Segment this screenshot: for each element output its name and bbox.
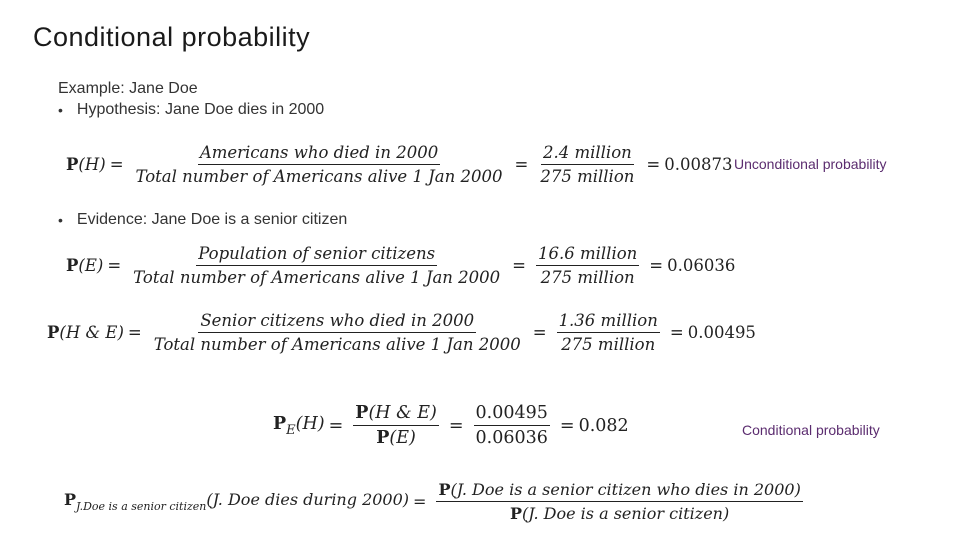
fraction-numerator: 2.4 million: [541, 143, 634, 165]
prob-symbol: P: [438, 480, 451, 499]
hypothesis-bullet: [58, 101, 324, 119]
result-value: 0.00495: [687, 323, 756, 342]
eq-arg: (H): [78, 155, 106, 174]
condition-subscript: J.Doe is a senior citizen: [76, 500, 207, 513]
equals-sign: =: [532, 323, 547, 342]
fraction-values: [557, 311, 660, 354]
fraction-denominator: 0.06036: [475, 428, 548, 448]
fraction-denominator: Total number of Americans alive 1 Jan 2000: [135, 167, 503, 186]
eq-arg: (J. Doe dies during 2000): [206, 490, 410, 509]
eq-arg: (H & E): [59, 323, 124, 342]
equals-sign: =: [127, 323, 142, 342]
equation-conditional: [273, 403, 629, 448]
eq-arg: (E): [78, 256, 104, 275]
equals-sign: =: [646, 155, 661, 174]
fraction-definition: [131, 244, 502, 287]
eq-arg: (J. Doe is a senior citizen): [522, 504, 730, 523]
unconditional-label: Unconditional probability: [734, 156, 887, 172]
fraction-numerator: 1.36 million: [557, 311, 660, 333]
equals-sign: =: [512, 256, 526, 275]
bullet-icon: •: [58, 212, 63, 228]
fraction-denominator: [508, 502, 731, 523]
result-value: 0.00873: [664, 155, 733, 174]
bullet-icon: •: [58, 102, 63, 118]
eq-arg: (E): [389, 428, 416, 448]
fraction-definition: [436, 480, 802, 523]
evidence-bullet: [58, 211, 347, 229]
fraction-denominator: 275 million: [540, 268, 635, 287]
slide-title: Conditional probability: [33, 22, 311, 52]
prob-symbol: P: [66, 155, 79, 174]
prob-symbol: P: [376, 428, 390, 448]
equals-sign: =: [328, 415, 344, 436]
fraction-numerator: [436, 480, 802, 502]
fraction-numerator: 16.6 million: [536, 244, 639, 266]
fraction-numerator: Population of senior citizens: [196, 244, 437, 266]
prob-symbol: P: [64, 490, 77, 509]
fraction-denominator: [374, 426, 418, 448]
equals-sign: =: [448, 415, 464, 436]
fraction-numerator: Americans who died in 2000: [198, 143, 440, 165]
equation-p-h: [66, 143, 732, 186]
equals-sign: =: [559, 415, 575, 436]
fraction-values: [536, 244, 639, 287]
equals-sign: =: [649, 256, 664, 275]
fraction-definition: [152, 311, 523, 354]
fraction-numerator: 0.00495: [474, 403, 550, 426]
equals-sign: =: [669, 323, 684, 342]
equation-p-e: [66, 244, 735, 287]
fraction-values: [474, 403, 550, 448]
condition-subscript: E: [286, 422, 296, 438]
prob-symbol: P: [66, 256, 79, 275]
prob-symbol: P: [355, 403, 369, 423]
equals-sign: =: [413, 492, 427, 511]
fraction-numerator: Senior citizens who died in 2000: [198, 311, 476, 333]
result-value: 0.06036: [667, 256, 736, 275]
equals-sign: =: [109, 155, 124, 174]
result-value: 0.082: [578, 415, 629, 436]
fraction-denominator: 275 million: [540, 167, 635, 186]
prob-symbol: P: [47, 323, 60, 342]
equals-sign: =: [514, 155, 529, 174]
equals-sign: =: [107, 256, 122, 275]
hypothesis-text: Hypothesis: Jane Doe dies in 2000: [76, 101, 325, 118]
equation-jdoe: [64, 480, 809, 523]
prob-symbol: P: [273, 413, 287, 434]
fraction-numerator: [353, 403, 439, 426]
conditional-label: Conditional probability: [742, 422, 880, 438]
eq-arg: (J. Doe is a senior citizen who dies in 2000): [450, 480, 801, 499]
fraction-definition: [134, 143, 505, 186]
example-heading: Example: Jane Doe: [58, 80, 198, 97]
evidence-text: Evidence: Jane Doe is a senior citizen: [76, 211, 348, 228]
eq-arg: (H & E): [368, 403, 437, 423]
eq-arg: (H): [295, 413, 325, 434]
fraction-definition: [353, 403, 439, 448]
fraction-denominator: Total number of Americans alive 1 Jan 2000: [153, 335, 521, 354]
fraction-denominator: Total number of Americans alive 1 Jan 2000: [133, 268, 501, 287]
prob-symbol: P: [510, 504, 523, 523]
fraction-values: [538, 143, 636, 186]
equation-p-h-and-e: [47, 311, 756, 354]
fraction-denominator: 275 million: [561, 335, 656, 354]
